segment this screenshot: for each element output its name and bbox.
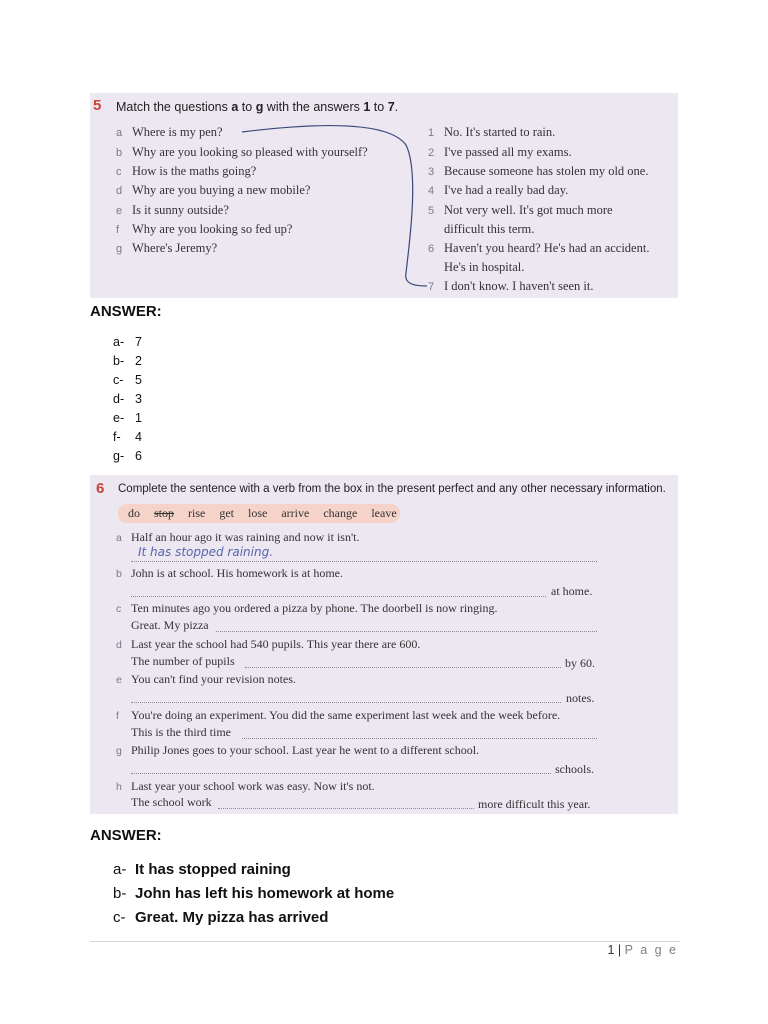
verb: get <box>219 506 235 520</box>
answer-row: He's in hospital. <box>444 260 525 274</box>
footer-separator: | <box>617 943 622 957</box>
answer-suffix: more difficult this year. <box>478 797 591 811</box>
verb-struck: stop <box>154 506 175 520</box>
answer-suffix: schools. <box>555 762 594 776</box>
exercise-item-e: e You can't find your revision notes. <box>116 672 296 686</box>
exercise-item-f: f You're doing an experiment. You did the same experiment last week and the week before. <box>116 708 561 722</box>
verb: leave <box>371 506 397 520</box>
answer-row: 2 I've passed all my exams. <box>428 145 572 159</box>
answer-row: 4 I've had a really bad day. <box>428 183 569 197</box>
exercise-6-box <box>90 475 678 814</box>
answer-prefix: Great. My pizza <box>131 618 209 632</box>
verb: do <box>128 506 140 520</box>
answer-row: 6 Haven't you heard? He's had an accident. <box>428 241 650 255</box>
answer-suffix: at home. <box>551 584 593 598</box>
answer-line <box>245 667 561 668</box>
answer-line <box>218 808 474 809</box>
answer-row: 3 Because someone has stolen my old one. <box>428 164 649 178</box>
answer-row: 1 No. It's started to rain. <box>428 125 556 139</box>
footer-divider <box>90 941 680 942</box>
answer-item: b- 2 <box>113 354 142 368</box>
question-row: d Why are you buying a new mobile? <box>116 183 311 197</box>
answer-item: f- 4 <box>113 430 142 444</box>
exercise-title: Complete the sentence with a verb from the box in the present perfect and any other necessary information. <box>118 483 666 495</box>
page-label: P a g e <box>624 943 678 957</box>
answer-line <box>131 561 597 562</box>
answer-prefix: This is the third time <box>131 725 231 739</box>
answer-line <box>216 631 597 632</box>
answer-line <box>242 738 597 739</box>
question-row: g Where's Jeremy? <box>116 241 218 255</box>
exercise-item-a: a Half an hour ago it was raining and now it isn't. <box>116 530 360 544</box>
answer-line <box>131 773 551 774</box>
question-row: f Why are you looking so fed up? <box>116 222 293 236</box>
answer-line <box>131 596 546 597</box>
question-row: b Why are you looking so pleased with yourself? <box>116 145 368 159</box>
question-row: e Is it sunny outside? <box>116 203 229 217</box>
exercise-item-g: g Philip Jones goes to your school. Last year he went to a different school. <box>116 743 480 757</box>
answer-item: g- 6 <box>113 449 142 463</box>
verb: lose <box>248 506 268 520</box>
answer-item: b- John has left his homework at home <box>113 885 395 902</box>
answer-item: c- 5 <box>113 373 142 387</box>
exercise-5-box <box>90 93 678 298</box>
verb: arrive <box>281 506 310 520</box>
answer-item: d- 3 <box>113 392 142 406</box>
exercise-number: 5 <box>93 97 102 114</box>
exercise-item-h: h Last year your school work was easy. Now it's not. <box>116 779 375 793</box>
exercise-number: 6 <box>96 480 105 497</box>
question-row: c How is the maths going? <box>116 164 257 178</box>
answer-item: a- 7 <box>113 335 142 349</box>
verb: rise <box>188 506 206 520</box>
answer-prefix: The number of pupils <box>131 654 235 668</box>
answer-prefix: The school work <box>131 795 212 809</box>
question-row: a Where is my pen? <box>116 125 223 139</box>
exercise-item-b: b John is at school. His homework is at home. <box>116 566 343 580</box>
answer-item: e- 1 <box>113 411 142 425</box>
answer-suffix: by 60. <box>565 656 595 670</box>
handwritten-answer: It has stopped raining. <box>138 545 274 559</box>
page-footer <box>607 943 678 957</box>
answer-item: a- It has stopped raining <box>113 861 291 878</box>
answer-row: 7 I don't know. I haven't seen it. <box>428 279 594 293</box>
exercise-title: Match the questions a to g with the answers 1 to 7. <box>116 100 399 114</box>
answer-item: c- Great. My pizza has arrived <box>113 909 329 926</box>
page-number: 1 <box>607 943 615 957</box>
answer-line <box>131 702 561 703</box>
answer-row: 5 Not very well. It's got much more <box>428 203 613 217</box>
answer-row: difficult this term. <box>444 222 535 236</box>
exercise-item-c: c Ten minutes ago you ordered a pizza by phone. The doorbell is now ringing. <box>116 601 498 615</box>
verb: change <box>323 506 358 520</box>
exercise-item-d: d Last year the school had 540 pupils. This year there are 600. <box>116 637 421 651</box>
answer-suffix: notes. <box>566 691 595 705</box>
answer-heading: ANSWER: <box>90 303 162 320</box>
example-connector-line <box>90 93 678 298</box>
answer-heading: ANSWER: <box>90 827 162 844</box>
verb-box <box>118 504 400 523</box>
